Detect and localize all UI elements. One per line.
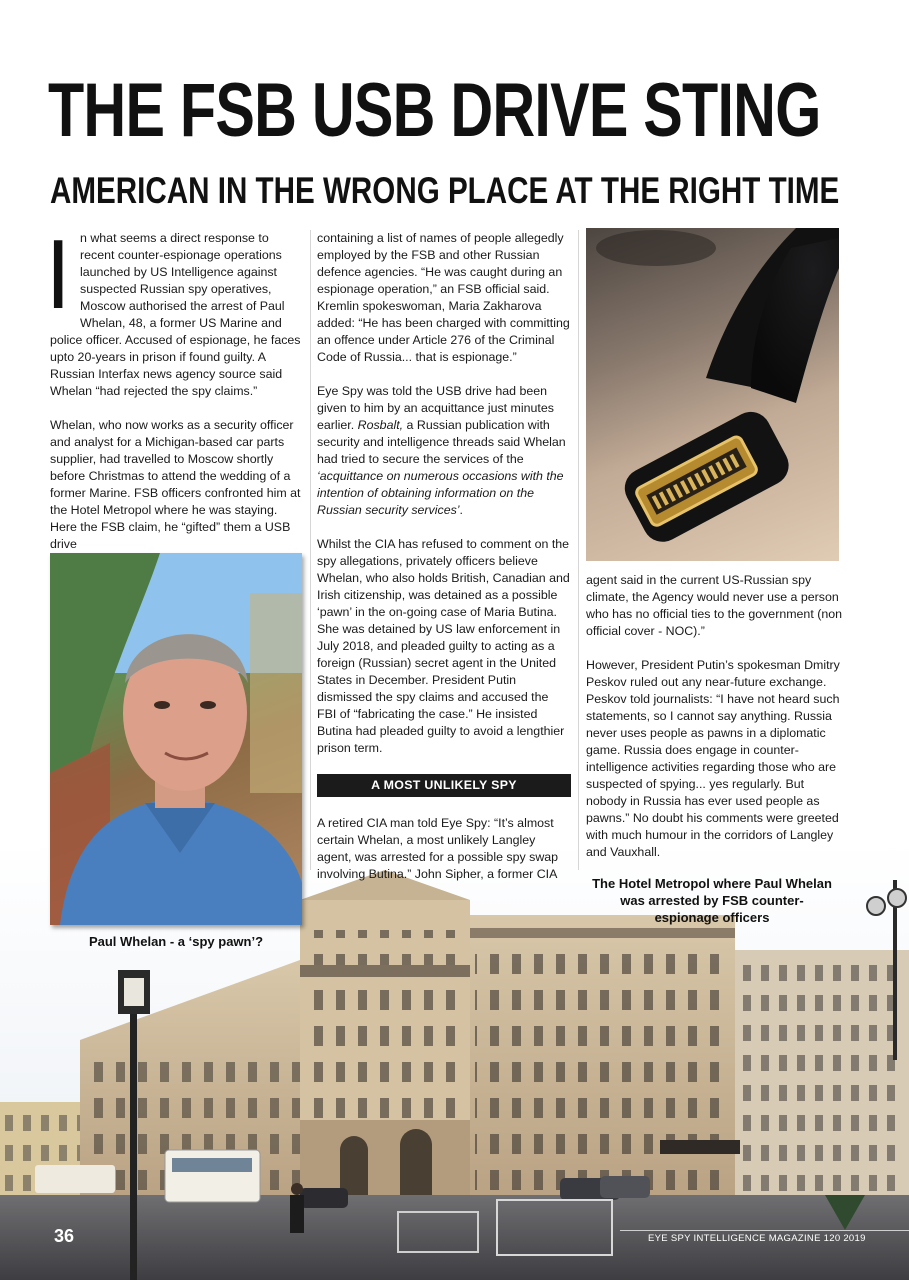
article-paragraph — [50, 219, 304, 400]
article-paragraph: Whelan, who now works as a security officer and analyst for a Michigan-based car parts supplier, had travelled to Moscow shortly before Christmas to attend the wedding of a former Marine. FSB officers confronted him at the Hotel Metropol where he was staying. Here the FSB claim, he “gifted” them a USB drive — [50, 418, 301, 551]
paragraph-text: n what seems a direct response to recent counter-espionage operations launched by US Intelligence against suspected Russian spy operatives, Moscow authorised the arrest of Paul Whelan, 48, a former US Marine and police officer. Accused of espionage, he faces upto 20-years in prison if found guilty. A Russian Interfax news agency source said Whelan “had rejected the spy claims.” — [50, 231, 301, 398]
article-paragraph — [317, 383, 571, 519]
article-paragraph: Whilst the CIA has refused to comment on the spy allegations, privately officers believe Whelan, who also holds British, Canadian and Irish citizenship, was detained as a possible ‘pawn’ in the on-going case of Maria Butina. She was detained by US law enforcement in July 2018, and pleaded guilty to acting as a foreign (Russian) secret agent in the United States in December. President Putin dismissed the spy claims and accused the FBI of “fabricating the case.” He insisted Butina had pleaded guilty to avoid a lengthier prison term. — [317, 537, 570, 755]
column-divider — [578, 230, 579, 870]
paul-whelan-photo — [50, 553, 302, 925]
article-paragraph: agent said in the current US-Russian spy climate, the Agency would never use a person who has no official ties to the government (non official cover - NOC).” — [586, 573, 842, 638]
article-paragraph: A retired CIA man told Eye Spy: “It’s almost certain Whelan, a most unlikely Langley agent, was arrested for a possible spy swap involving Butina.” John Sipher, a former CIA — [317, 816, 559, 881]
article-subtitle: AMERICAN IN THE WRONG PLACE AT THE RIGHT TIME — [50, 170, 840, 211]
article-paragraph: However, President Putin’s spokesman Dmitry Peskov ruled out any near-future exchange. Peskov told journalists: “I have not heard such statements, so I cannot say anything. Russia never uses people as pawns in a diplomatic game. Russia does engage in counter-intelligence activities regarding those who are suspected of spying... yes regularly. But nobody in Russia has ever used people as pawns.” No doubt his comments were greeted with much humour in the corridors of Langley and Vauxhall. — [586, 658, 840, 859]
paragraph-text: . — [459, 503, 463, 517]
footer-rule — [620, 1230, 909, 1231]
publication-name: Rosbalt, — [357, 418, 404, 432]
magazine-footer: EYE SPY INTELLIGENCE MAGAZINE 120 2019 — [648, 1233, 866, 1244]
paragraph-text: Eye Spy was told the USB drive had been given to him by an acquittance just minutes earlier. — [317, 384, 554, 432]
drop-cap: I — [50, 219, 67, 329]
portrait-caption: Paul Whelan - a ‘spy pawn’? — [88, 934, 264, 949]
column-divider — [310, 230, 311, 870]
hotel-caption: The Hotel Metropol where Paul Whelan was arrested by FSB counter-espionage officers — [592, 876, 832, 925]
italic-quote: ‘acquittance on numerous occasions with the intention of obtaining information on the Russian security services’ — [317, 469, 564, 517]
section-subheading: A MOST UNLIKELY SPY — [317, 774, 571, 797]
article-column-3 — [586, 572, 842, 878]
article-column-1 — [50, 219, 304, 570]
usb-drive-photo — [586, 228, 839, 561]
article-title: THE FSB USB DRIVE STING — [48, 68, 821, 153]
page-number: 36 — [54, 1226, 75, 1246]
paragraph-text: a Russian publication with security and intelligence threads said Whelan had tried to secure the services of the — [317, 418, 566, 466]
article-paragraph: containing a list of names of people allegedly employed by the FSB and other Russian defence agencies. “He was caught during an espionage operation,” an FSB official said. Kremlin spokeswoman, Maria Zakharova added: “He has been charged with committing an offence under Article 276 of the Criminal Code of Russia... that is espionage.” — [317, 231, 570, 364]
article-column-2 — [317, 230, 571, 900]
